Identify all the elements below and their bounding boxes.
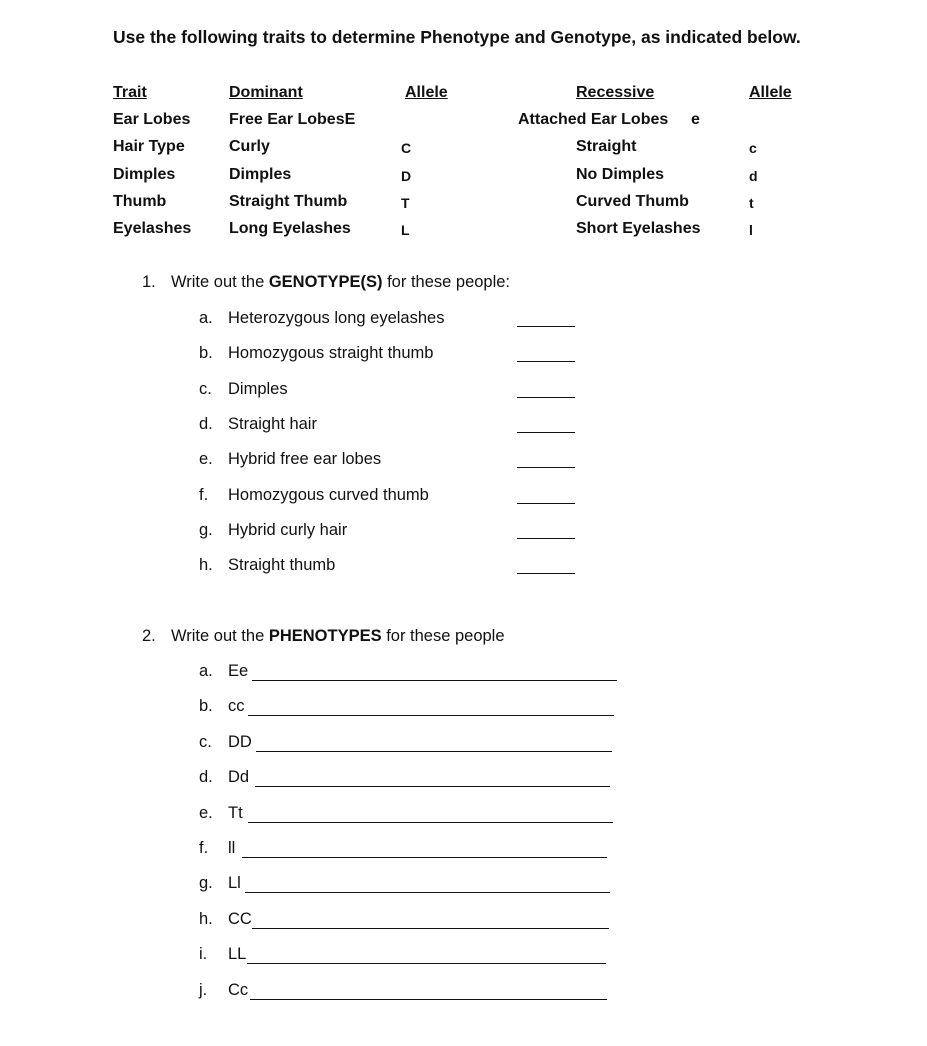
answer-line[interactable]	[252, 928, 609, 929]
answer-line[interactable]	[248, 822, 613, 823]
answer-line[interactable]	[255, 786, 610, 787]
genotype-item: g. Hybrid curly hair	[199, 521, 348, 539]
recessive-cell: Curved Thumb	[576, 193, 689, 210]
question-number: 2.	[142, 627, 156, 645]
header-dominant: Dominant	[229, 84, 303, 101]
question-1: 1. Write out the GENOTYPE(S) for these people:	[142, 273, 511, 291]
answer-line[interactable]	[242, 857, 607, 858]
answer-blank[interactable]	[517, 432, 575, 433]
phenotype-item: e. Tt	[199, 804, 243, 822]
trait-cell: Eyelashes	[113, 220, 192, 237]
recessive-allele-cell: l	[749, 222, 753, 238]
genotype-item: c. Dimples	[199, 380, 288, 398]
answer-line[interactable]	[250, 999, 607, 1000]
trait-cell: Thumb	[113, 193, 167, 210]
phenotype-item: h. CC	[199, 910, 252, 928]
dominant-cell: Long Eyelashes	[229, 220, 351, 237]
phenotype-item: i. LL	[199, 945, 247, 963]
answer-line[interactable]	[247, 963, 606, 964]
dominant-cell: Dimples	[229, 166, 292, 183]
answer-blank[interactable]	[517, 538, 575, 539]
recessive-allele-cell: t	[749, 195, 754, 211]
dominant-cell: Curly	[229, 138, 270, 155]
answer-blank[interactable]	[517, 503, 575, 504]
dominant-allele-cell: C	[401, 140, 412, 156]
dominant-allele-cell: L	[401, 222, 410, 238]
header-dominant-allele: Allele	[405, 84, 448, 101]
answer-line[interactable]	[252, 680, 617, 681]
phenotype-item: j. Cc	[199, 981, 249, 999]
header-trait: Trait	[113, 84, 147, 101]
page-title: Use the following traits to determine Phenotype and Genotype, as indicated below.	[113, 27, 801, 47]
header-recessive-allele: Allele	[749, 84, 792, 101]
genotype-item: d. Straight hair	[199, 415, 317, 433]
dominant-cell: Straight Thumb	[229, 193, 348, 210]
dominant-allele-cell: T	[401, 195, 410, 211]
recessive-cell: Short Eyelashes	[576, 220, 701, 237]
answer-line[interactable]	[256, 751, 612, 752]
recessive-cell: Attached Ear Lobes	[518, 111, 669, 128]
recessive-allele-cell: d	[749, 168, 758, 184]
dominant-allele-cell: D	[401, 168, 412, 184]
phenotype-item: f. ll	[199, 839, 236, 857]
dominant-cell: Free Ear LobesE	[229, 111, 356, 128]
recessive-cell: Straight	[576, 138, 637, 155]
recessive-cell: No Dimples	[576, 166, 665, 183]
recessive-allele-cell: e	[691, 111, 700, 128]
answer-blank[interactable]	[517, 573, 575, 574]
answer-blank[interactable]	[517, 467, 575, 468]
genotype-item: a. Heterozygous long eyelashes	[199, 309, 445, 327]
genotype-item: h. Straight thumb	[199, 556, 336, 574]
genotype-item: e. Hybrid free ear lobes	[199, 450, 382, 468]
phenotype-item: d. Dd	[199, 768, 250, 786]
answer-line[interactable]	[248, 715, 614, 716]
phenotype-item: b. cc	[199, 697, 245, 715]
phenotype-item: a. Ee	[199, 662, 249, 680]
answer-line[interactable]	[245, 892, 610, 893]
question-number: 1.	[142, 273, 156, 291]
phenotype-item: g. Ll	[199, 874, 241, 892]
genotype-item: f. Homozygous curved thumb	[199, 486, 429, 504]
answer-blank[interactable]	[517, 361, 575, 362]
answer-blank[interactable]	[517, 397, 575, 398]
phenotype-item: c. DD	[199, 733, 252, 751]
trait-cell: Ear Lobes	[113, 111, 191, 128]
trait-cell: Dimples	[113, 166, 176, 183]
header-recessive: Recessive	[576, 84, 655, 101]
trait-cell: Hair Type	[113, 138, 185, 155]
genotype-item: b. Homozygous straight thumb	[199, 344, 434, 362]
answer-blank[interactable]	[517, 326, 575, 327]
question-2: 2. Write out the PHENOTYPES for these people	[142, 627, 505, 645]
recessive-allele-cell: c	[749, 140, 757, 156]
